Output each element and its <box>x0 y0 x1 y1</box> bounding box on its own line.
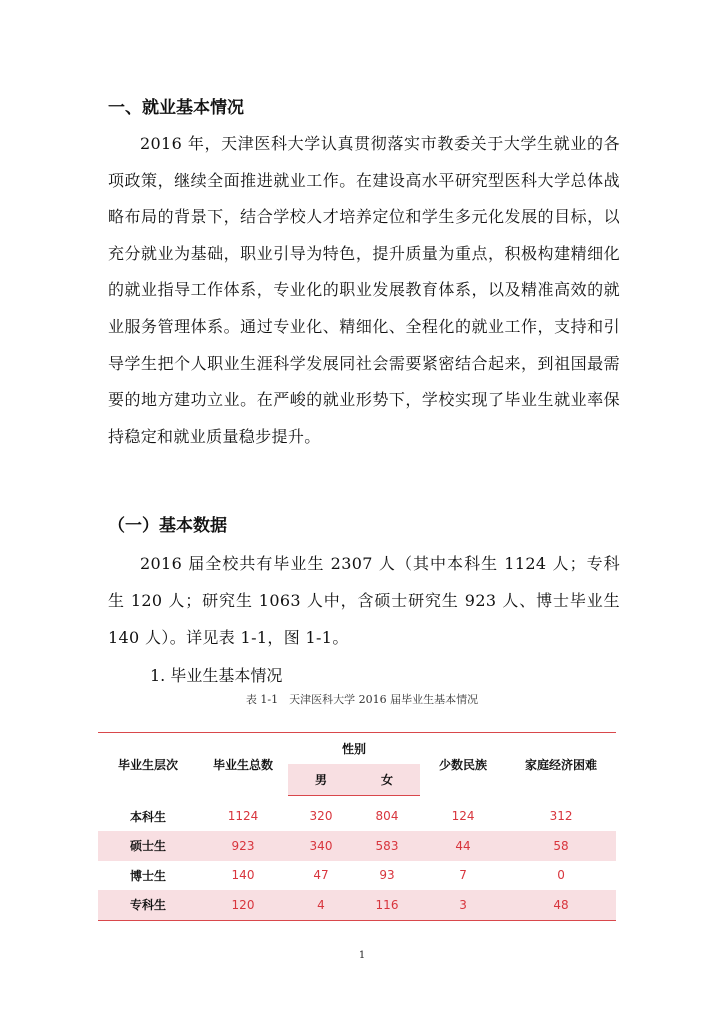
cell-female: 583 <box>354 831 420 861</box>
table-row <box>98 802 616 832</box>
intro-paragraph: 2016 年，天津医科大学认真贯彻落实市教委关于大学生就业的各项政策，继续全面推进就业工作。在建设高水平研究型医科大学总体战略布局的背景下，结合学校人才培养定位和学生多元化发展的目标，以充分就业为基础，职业引导为特色，提升质量为重点，积极构建精细化的就业指导工作体系，专业化的职业发展教育体系，以及精准高效的就业服务管理体系。通过专业化、精细化、全程化的就业工作，支持和引导学生把个人职业生涯科学发展同社会需要紧密结合起来，到祖国最需要的地方建功立业。在严峻的就业形势下，学校实现了毕业生就业率保持稳定和就业质量稳步提升。 <box>108 134 620 446</box>
header-minority: 少数民族 <box>420 733 506 796</box>
cell-total: 120 <box>198 890 288 920</box>
cell-hardship: 58 <box>506 831 616 861</box>
cell-minority: 124 <box>451 809 475 824</box>
cell-male: 340 <box>288 831 354 861</box>
graduates-table-wrapper <box>98 732 616 921</box>
cell-total: 1124 <box>227 809 259 824</box>
header-female: 女 <box>354 764 420 795</box>
cell-hardship: 0 <box>557 868 565 883</box>
cell-female: 93 <box>379 868 395 883</box>
cell-hardship: 312 <box>549 809 573 824</box>
subsection-heading: （一）基本数据 <box>108 516 227 536</box>
cell-minority: 7 <box>459 868 467 883</box>
cell-level: 硕士生 <box>98 831 198 861</box>
header-male: 男 <box>288 764 354 795</box>
cell-hardship: 48 <box>506 890 616 920</box>
table-row <box>98 861 616 891</box>
cell-male: 47 <box>313 868 329 883</box>
graduates-subheading: 1. 毕业生基本情况 <box>150 666 283 685</box>
cell-level: 专科生 <box>98 890 198 920</box>
table-row <box>98 831 616 861</box>
header-hardship: 家庭经济困难 <box>506 733 616 796</box>
table-caption: 表 1-1 天津医科大学 2016 届毕业生基本情况 <box>245 693 479 706</box>
cell-male: 320 <box>309 809 333 824</box>
graduates-table <box>98 732 616 921</box>
basic-data-paragraph: 2016 届全校共有毕业生 2307 人（其中本科生 1124 人；专科生 120 人；研究生 1063 人中，含硕士研究生 923 人、博士毕业生 140 人）。详见表 1-1，图 1-1。 <box>108 554 620 647</box>
cell-minority: 3 <box>420 890 506 920</box>
page-number: 1 <box>358 950 366 961</box>
cell-male: 4 <box>288 890 354 920</box>
table-row <box>98 890 616 920</box>
header-gender: 性别 <box>288 733 420 765</box>
cell-female: 116 <box>354 890 420 920</box>
cell-total: 140 <box>231 868 255 883</box>
cell-minority: 44 <box>420 831 506 861</box>
header-total: 毕业生总数 <box>198 733 288 796</box>
cell-female: 804 <box>375 809 399 824</box>
cell-level: 博士生 <box>129 868 166 883</box>
header-level: 毕业生层次 <box>98 733 198 796</box>
cell-total: 923 <box>198 831 288 861</box>
section-heading: 一、就业基本情况 <box>108 98 244 118</box>
cell-level: 本科生 <box>129 809 166 824</box>
